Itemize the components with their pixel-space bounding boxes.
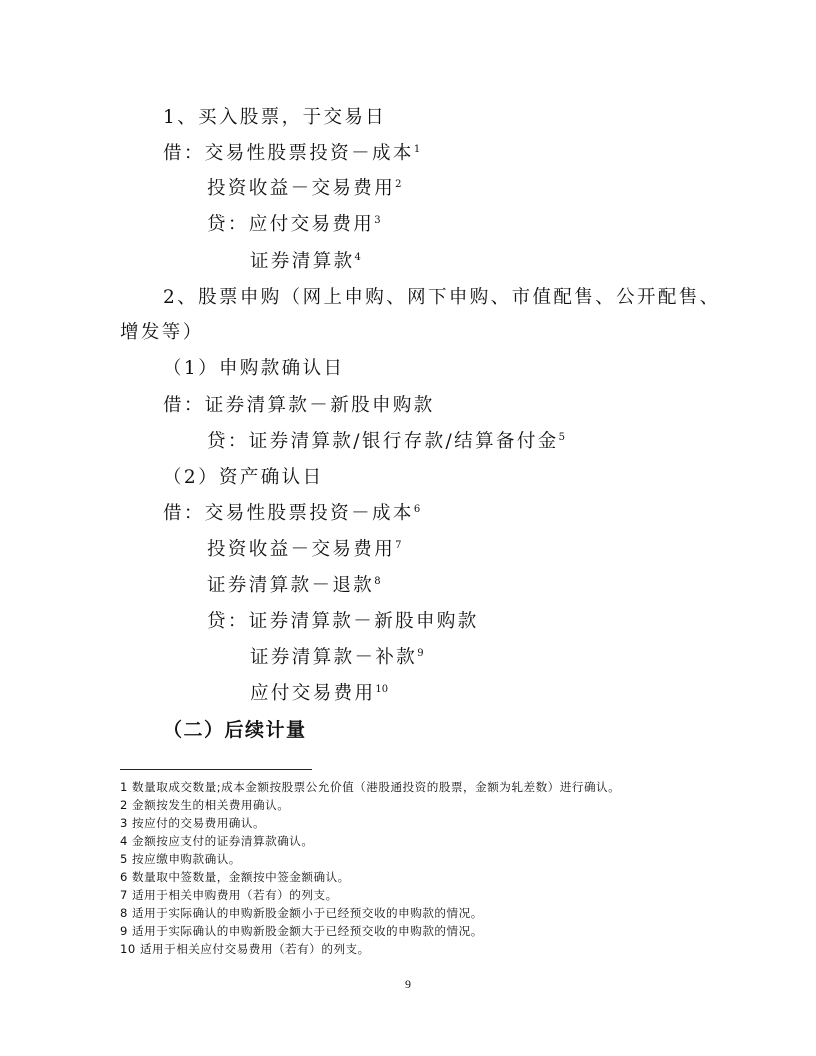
entry-debit-settlement-ipo: 借：证券清算款－新股申购款 [163,395,435,416]
footnote-10: 10 适用于相关应付交易费用（若有）的列支。 [120,942,370,956]
footnote-ref[interactable]: 10 [375,683,389,695]
footnote-ref[interactable]: 2 [395,178,402,190]
footnote-ref[interactable]: 4 [354,251,361,263]
footnote-8: 8 适用于实际确认的申购新股金额小于已经预交收的申购款的情况。 [120,906,483,920]
footnote-ref[interactable]: 8 [374,575,381,587]
entry-credit-settlement: 证券清算款$^4$ [250,251,361,272]
subsection-asset-confirm-date: （2）资产确认日 [163,467,324,488]
subsection-subscription-confirm-date: （1）申购款确认日 [163,358,345,379]
entry-payable-fee: 应付交易费用$^{10}$ [250,683,389,704]
footnote-4: 4 金额按应支付的证券清算款确认。 [120,834,314,848]
entry-settlement-supplement: 证券清算款－补款$^9$ [250,647,424,668]
footnote-7: 7 适用于相关申购费用（若有）的列支。 [120,888,338,902]
footnote-3: 3 按应付的交易费用确认。 [120,816,266,830]
section-heading-subsequent-measurement: （二）后续计量 [163,719,307,741]
entry-credit-settlement-bank: 贷：证券清算款/银行存款/结算备付金$^5$ [207,431,566,452]
entry-ipo-subscription-title-cont: 增发等） [120,322,204,343]
entry-debit-stock-cost: 借：交易性股票投资－成本$^1$ [163,143,421,164]
entry-settlement-refund: 证券清算款－退款$^8$ [207,575,381,596]
page-number: 9 [405,977,411,991]
footnote-9: 9 适用于实际确认的申购新股金额大于已经预交收的申购款的情况。 [120,924,483,938]
entry-ipo-subscription-title: 2、股票申购（网上申购、网下申购、市值配售、公开配售、 [163,287,721,308]
footnote-ref[interactable]: 3 [374,214,381,226]
footnote-divider [120,769,312,770]
footnote-ref[interactable]: 1 [413,143,421,155]
footnote-ref[interactable]: 9 [417,647,424,659]
entry-credit-settlement-ipo: 贷：证券清算款－新股申购款 [207,611,479,632]
entry-investment-income-fee: 投资收益－交易费用$^2$ [207,178,402,199]
footnote-6: 6 数量取中签数量，金额按中签金额确认。 [120,870,350,884]
footnote-1: 1 数量取成交数量;成本金额按股票公允价值（港股通投资的股票，金额为轧差数）进行确认。 [120,780,621,794]
footnote-5: 5 按应缴申购款确认。 [120,852,241,866]
entry-debit-stock-cost-2: 借：交易性股票投资－成本$^6$ [163,503,421,524]
entry-credit-payable-fee: 贷：应付交易费用$^3$ [207,214,381,235]
footnote-2: 2 金额按发生的相关费用确认。 [120,798,290,812]
footnote-ref[interactable]: 7 [395,539,402,551]
footnote-ref[interactable]: 6 [413,503,421,515]
footnote-ref[interactable]: 5 [558,431,566,443]
entry-buy-stock-title: 1、买入股票，于交易日 [163,107,387,128]
entry-investment-income-fee-2: 投资收益－交易费用$^7$ [207,539,402,560]
